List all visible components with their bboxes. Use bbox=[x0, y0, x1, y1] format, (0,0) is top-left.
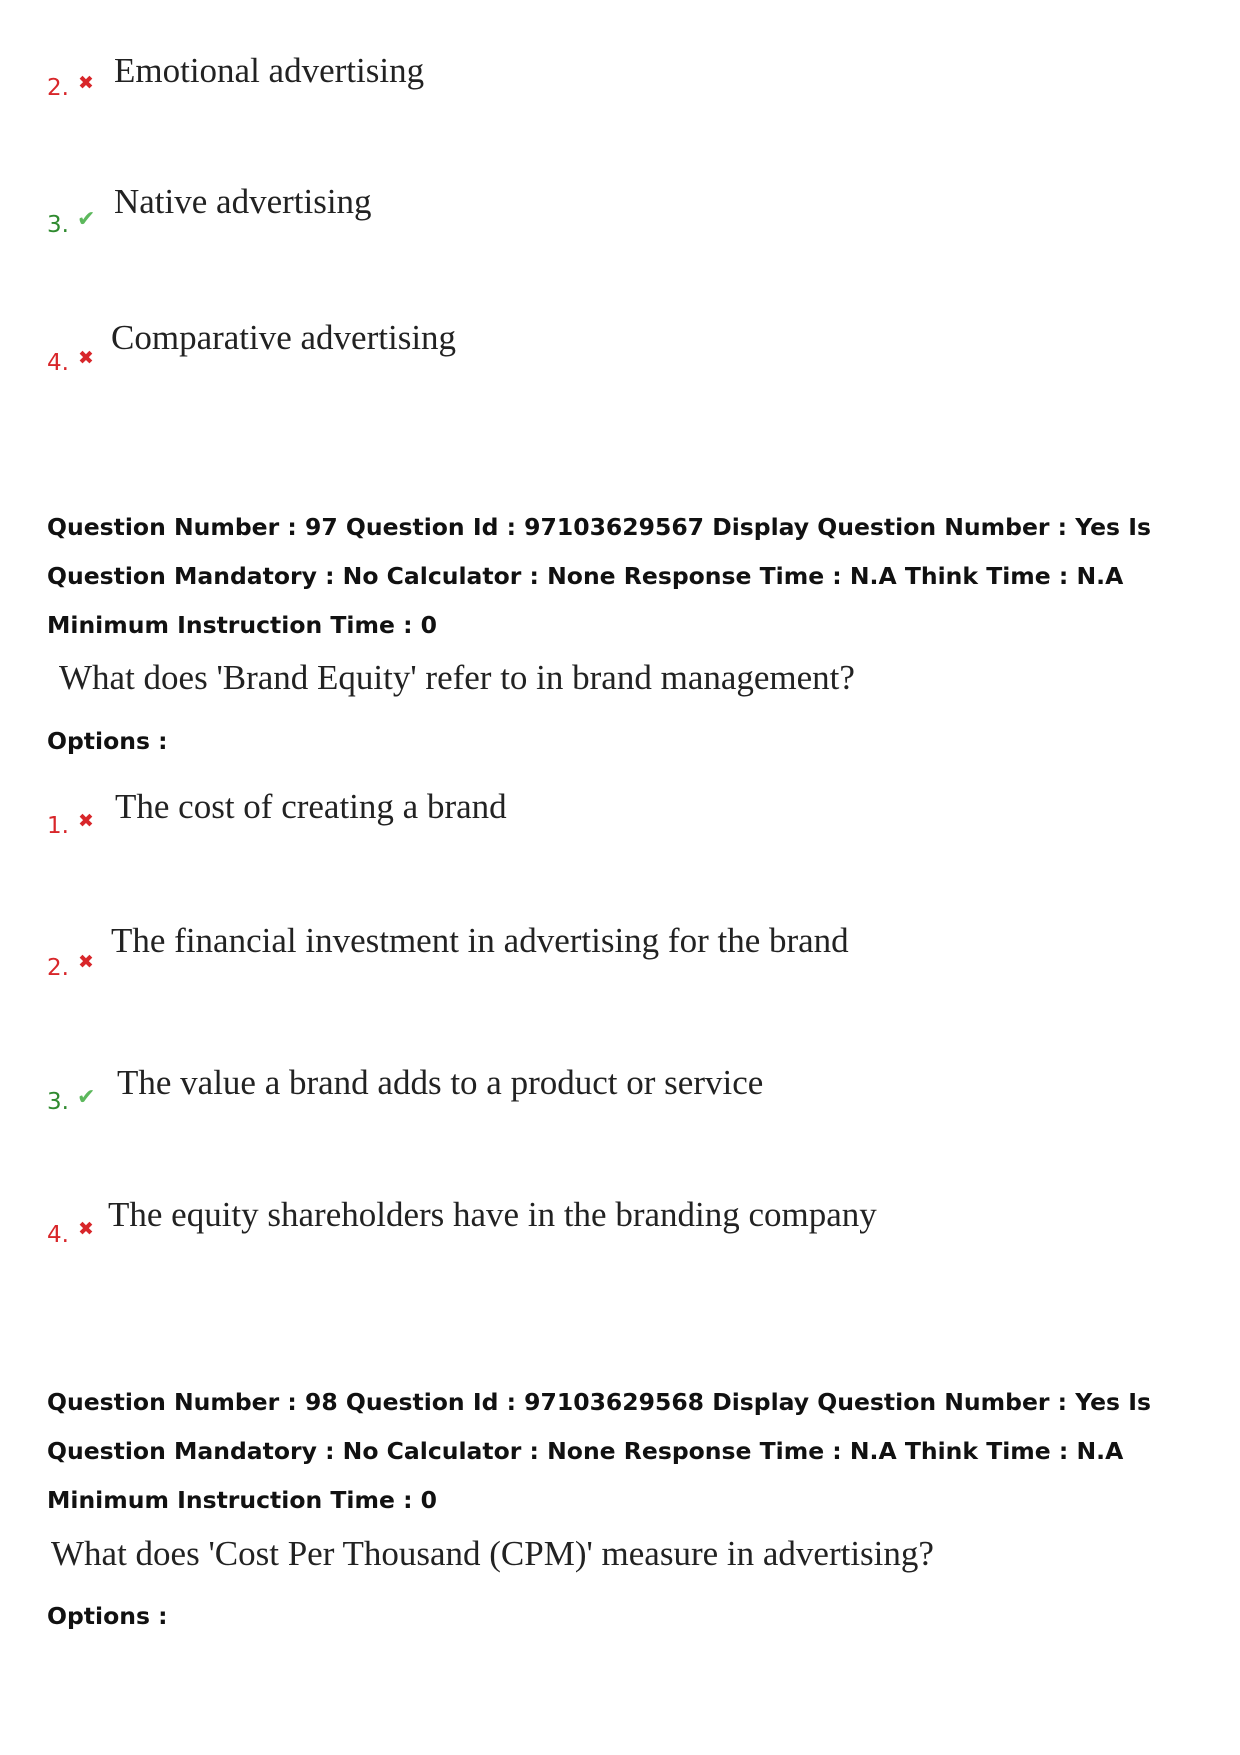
question-text: What does 'Brand Equity' refer to in brand management? bbox=[59, 658, 855, 697]
cross-icon: ✖ bbox=[78, 1218, 94, 1240]
question-text: What does 'Cost Per Thousand (CPM)' measure in advertising? bbox=[51, 1534, 934, 1573]
option-number: 3. bbox=[47, 212, 69, 238]
option-text: The cost of creating a brand bbox=[115, 787, 507, 826]
option-number: 2. bbox=[47, 75, 69, 101]
option-text: Native advertising bbox=[114, 182, 372, 221]
options-label: Options : bbox=[47, 1602, 168, 1630]
option-text: Emotional advertising bbox=[114, 51, 425, 90]
option-text: The value a brand adds to a product or service bbox=[117, 1063, 764, 1102]
question-meta: Question Number : 97 Question Id : 97103629567 Display Question Number : Yes Is Question Mandatory : No Calculator : None Response Time : N.A Think Time : N.A Minimum Instruction Time : 0 bbox=[47, 513, 1151, 639]
option-number: 3. bbox=[47, 1089, 69, 1115]
option-number: 2. bbox=[47, 955, 69, 981]
check-icon: ✔ bbox=[77, 207, 96, 232]
option-number: 4. bbox=[47, 1222, 69, 1248]
cross-icon: ✖ bbox=[78, 951, 94, 973]
options-label: Options : bbox=[47, 727, 168, 755]
option-number: 4. bbox=[47, 350, 69, 376]
option-text: Comparative advertising bbox=[111, 318, 457, 357]
option-text: The equity shareholders have in the branding company bbox=[108, 1195, 877, 1234]
cross-icon: ✖ bbox=[78, 72, 94, 94]
cross-icon: ✖ bbox=[78, 810, 94, 832]
cross-icon: ✖ bbox=[78, 347, 94, 369]
check-icon: ✔ bbox=[77, 1085, 96, 1110]
question-meta: Question Number : 98 Question Id : 97103629568 Display Question Number : Yes Is Question Mandatory : No Calculator : None Response Time : N.A Think Time : N.A Minimum Instruction Time : 0 bbox=[47, 1388, 1151, 1514]
option-text: The financial investment in advertising for the brand bbox=[111, 921, 849, 960]
option-number: 1. bbox=[47, 813, 69, 839]
